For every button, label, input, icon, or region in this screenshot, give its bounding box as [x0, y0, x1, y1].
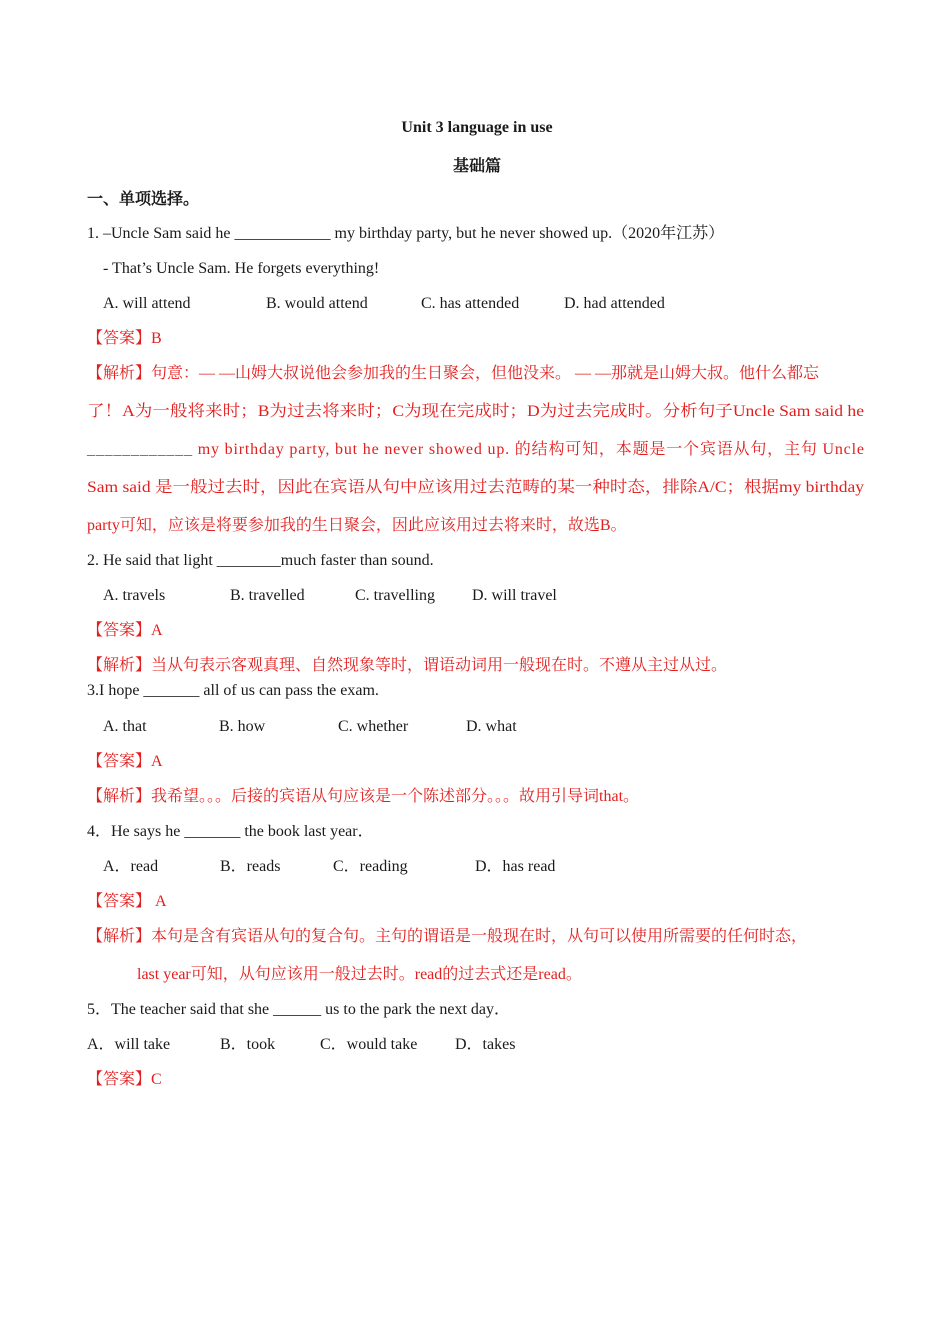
document-subtitle: 基础篇 — [452, 156, 501, 175]
question-2-analysis — [87, 656, 727, 676]
answer-value: A — [151, 893, 167, 910]
question-4-analysis — [87, 927, 807, 947]
analysis-text: 本句是含有宾语从句的复合句。主句的谓语是一般现在时，从句可以使用所需要的任何时态， — [151, 928, 808, 945]
question-1-option-a: A. will attend — [103, 295, 191, 312]
question-4-answer — [87, 892, 167, 912]
analysis-tag: 【解析】 — [87, 365, 152, 382]
question-3-option-d: D. what — [466, 718, 517, 735]
answer-value: B — [151, 330, 162, 347]
section-heading: 一、单项选择。 — [87, 189, 200, 208]
answer-value: A — [151, 622, 163, 639]
question-2-option-b: B. travelled — [230, 587, 305, 604]
question-4-option-d: D．has read — [475, 858, 556, 875]
question-3-option-c: C. whether — [338, 718, 409, 735]
question-1-analysis-line-5: party可知，应该是将要参加我的生日聚会，因此应该用过去将来时，故选B。 — [87, 517, 627, 534]
question-1-option-b: B. would attend — [266, 295, 368, 312]
question-5-stem: 5．The teacher said that she ______ us to the park the next day． — [87, 1001, 510, 1018]
analysis-text: ____________ my birthday party, but he never showed up. 的结构可知，本题是一个宾语从句，主句 Uncle — [87, 441, 865, 458]
question-5-option-b: B．took — [220, 1036, 276, 1053]
analysis-text: 我希望。。。后接的宾语从句应该是一个陈述部分。。。故用引导词that。 — [151, 788, 640, 805]
question-5-answer — [87, 1070, 162, 1090]
question-1-stem: 1. –Uncle Sam said he ____________ my birthday party, but he never showed up.（2020年江苏） — [87, 225, 725, 242]
question-4-option-b: B．reads — [220, 858, 281, 875]
answer-tag: 【答案】 — [87, 330, 152, 347]
question-1-option-c: C. has attended — [421, 295, 520, 312]
question-2-option-c: C. travelling — [355, 587, 435, 604]
question-1-analysis-line-1 — [87, 364, 819, 384]
analysis-tag: 【解析】 — [87, 657, 152, 674]
analysis-text: 句意：— —山姆大叔说他会参加我的生日聚会，但他没来。 — —那就是山姆大叔。他什么都忘 — [151, 365, 820, 382]
document-title: Unit 3 language in use — [401, 119, 553, 136]
analysis-text: Sam said 是一般过去时，因此在宾语从句中应该用过去范畴的某一种时态，排除A/C；根据my birthday — [87, 479, 864, 496]
analysis-text: 当从句表示客观真理、自然现象等时，谓语动词用一般现在时。不遵从主过从过。 — [151, 657, 728, 674]
analysis-text: 了！A为一般将来时；B为过去将来时；C为现在完成时；D为过去完成时。分析句子Uncle Sam said he — [87, 403, 864, 420]
question-1-analysis-line-4 — [87, 478, 864, 498]
analysis-tag: 【解析】 — [87, 788, 152, 805]
answer-value: C — [151, 1071, 162, 1088]
question-2-option-a: A. travels — [103, 587, 166, 604]
question-1-option-d: D. had attended — [564, 295, 665, 312]
answer-value: A — [151, 753, 163, 770]
answer-tag: 【答案】 — [87, 753, 152, 770]
question-1-analysis-line-2 — [87, 402, 864, 422]
question-3-analysis — [87, 787, 639, 807]
question-3-option-a: A. that — [103, 718, 147, 735]
answer-tag: 【答案】 — [87, 622, 152, 639]
question-3-option-b: B. how — [219, 718, 266, 735]
question-3-stem: 3.I hope _______ all of us can pass the exam. — [87, 682, 379, 699]
answer-tag: 【答案】 — [87, 1071, 152, 1088]
question-3-answer — [87, 752, 163, 772]
question-5-option-a: A．will take — [87, 1036, 171, 1053]
question-2-stem: 2. He said that light ________much faster than sound. — [87, 552, 434, 569]
question-5-option-d: D．takes — [455, 1036, 516, 1053]
analysis-tag: 【解析】 — [87, 928, 152, 945]
question-1-answer — [87, 329, 162, 349]
question-4-analysis-cont: last year可知，从句应该用一般过去时。read的过去式还是read。 — [137, 966, 582, 983]
question-2-option-d: D. will travel — [472, 587, 557, 604]
question-4-option-c: C．reading — [333, 858, 408, 875]
question-4-option-a: A．read — [103, 858, 159, 875]
question-2-answer — [87, 621, 163, 641]
question-5-option-c: C．would take — [320, 1036, 418, 1053]
question-4-stem: 4．He says he _______ the book last year． — [87, 823, 374, 840]
question-1-analysis-line-3 — [87, 440, 864, 460]
answer-tag: 【答案】 — [87, 893, 152, 910]
question-1-reply: - That’s Uncle Sam. He forgets everything! — [103, 260, 380, 277]
